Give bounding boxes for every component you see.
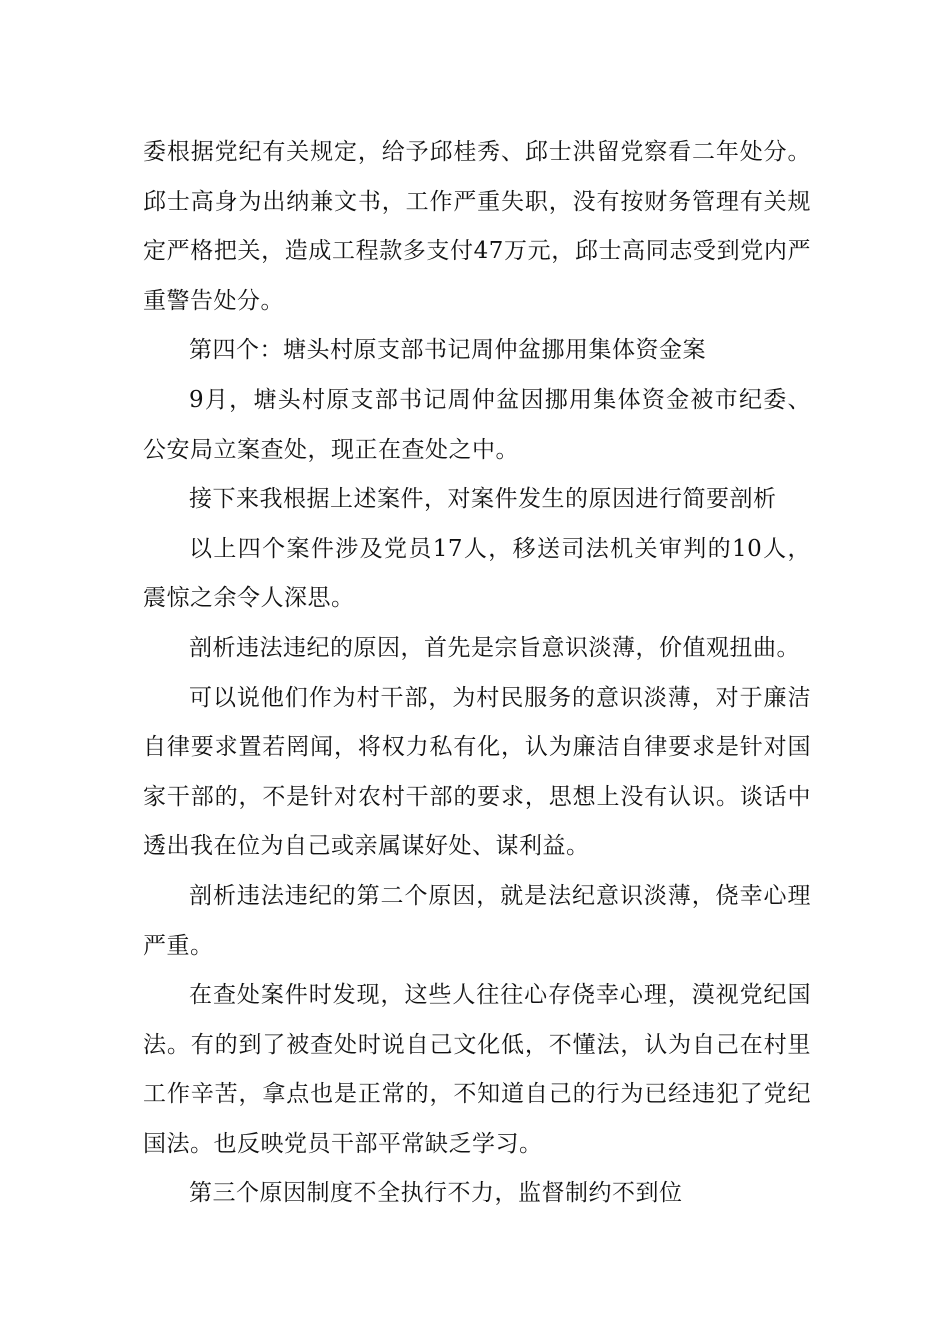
paragraph-8: 剖析违法违纪的第二个原因，就是法纪意识淡薄，侥幸心理严重。	[143, 882, 811, 959]
paragraph-5: 以上四个案件涉及党员17人，移送司法机关审判的10人，震惊之余令人深思。	[143, 535, 811, 612]
paragraph-2-heading: 第四个：塘头村原支部书记周仲盆挪用集体资金案	[189, 337, 706, 364]
document-body	[143, 128, 811, 1219]
paragraph-1: 委根据党纪有关规定，给予邱桂秀、邱士洪留党察看二年处分。邱士高身为出纳兼文书，工作严重失职，没有按财务管理有关规定严格把关，造成工程款多支付47万元，邱士高同志受到党内严重警告处分。	[143, 139, 811, 314]
paragraph-9: 在查处案件时发现，这些人往往心存侥幸心理，漠视党纪国法。有的到了被查处时说自己文化低，不懂法，认为自己在村里工作辛苦，拿点也是正常的，不知道自己的行为已经违犯了党纪国法。也反映党员干部平常缺乏学习。	[143, 982, 811, 1157]
paragraph-7: 可以说他们作为村干部，为村民服务的意识淡薄，对于廉洁自律要求置若罔闻，将权力私有化，认为廉洁自律要求是针对国家干部的，不是针对农村干部的要求，思想上没有认识。谈话中透出我在位为自己或亲属谋好处、谋利益。	[143, 684, 811, 860]
paragraph-3: 9月，塘头村原支部书记周仲盆因挪用集体资金被市纪委、公安局立案查处，现正在查处之中。	[143, 386, 811, 463]
paragraph-6: 剖析违法违纪的原因，首先是宗旨意识淡薄，价值观扭曲。	[189, 634, 800, 661]
paragraph-10: 第三个原因制度不全执行不力，监督制约不到位	[189, 1180, 683, 1207]
paragraph-4: 接下来我根据上述案件，对案件发生的原因进行简要剖析	[189, 486, 777, 513]
